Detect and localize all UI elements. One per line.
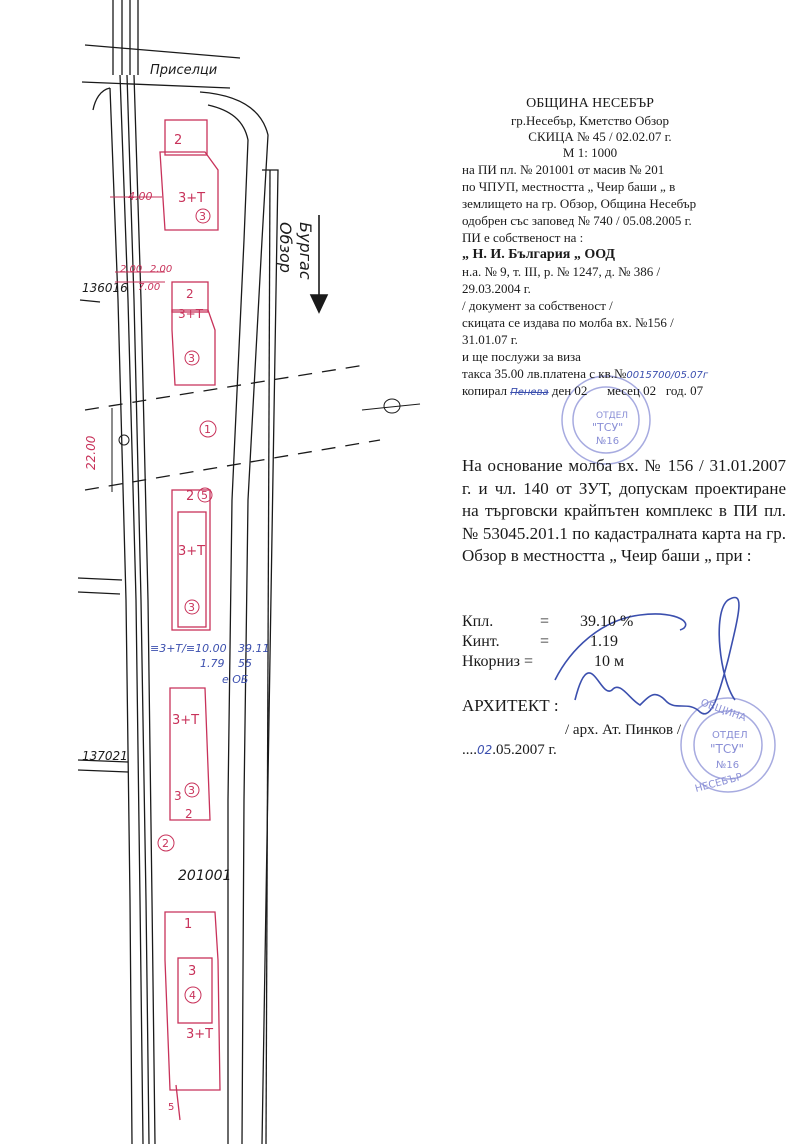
blue-dim-5: е ОБ <box>222 673 249 686</box>
blue-dim-2: 39.11 <box>238 642 270 655</box>
kint-value: 1.19 <box>590 633 618 650</box>
stamp-1-line2: "ТСУ" <box>592 421 624 434</box>
stamp-2-line1: ОТДЕЛ <box>712 730 748 741</box>
year-label: год. 07 <box>665 383 704 398</box>
copy-line <box>462 383 703 401</box>
purpose-line: и ще послужи за виза <box>462 349 581 364</box>
hk-value: 10 м <box>594 653 625 670</box>
detail-line-5: ПИ е собственост на : <box>462 230 584 245</box>
village-label: Приселци <box>150 63 218 78</box>
owner-name: „ Н. И. България „ ООД <box>462 247 616 262</box>
dim-c: 7.00 <box>138 282 161 293</box>
stamp-ring-top: ОБЩИНА <box>698 697 748 725</box>
month-label: месец 02 <box>606 383 657 398</box>
fee-receipt: 0015700/05.07г <box>626 370 709 381</box>
deed-line-2: 29.03.2004 г. <box>462 281 531 296</box>
date-day: 02 <box>477 743 493 757</box>
copy-name: Пенева <box>510 387 549 398</box>
bld-3-num: 2 <box>186 489 195 504</box>
copy-label: копирал <box>462 383 507 398</box>
kpl-label: Кпл. <box>462 613 494 630</box>
bld-1-num: 2 <box>174 133 183 148</box>
date-rest: .05.2007 г. <box>492 742 557 758</box>
dim-top: 4.00 <box>128 190 153 203</box>
architect-label: АРХИТЕКТ : <box>462 696 559 715</box>
bld-5-num-b: 3 <box>188 964 197 979</box>
detail-line-1: на ПИ пл. № 201001 от масив № 201 <box>462 162 665 177</box>
bld-4-num-a: 3 <box>174 789 182 803</box>
detail-line-4: одобрен със заповед № 740 / 05.08.2005 г. <box>462 213 692 228</box>
direction-bottom-label: Обзор <box>276 222 295 273</box>
parcel-label-137021: 137021 <box>82 749 128 763</box>
kint-eq: = <box>540 633 550 650</box>
parcel-label-main: 201001 <box>178 868 232 884</box>
scale-line: М 1: 1000 <box>562 145 618 160</box>
dim-b: 2.00 <box>150 264 173 275</box>
kpl-eq: = <box>540 613 550 630</box>
stamp-1-line3: №16 <box>596 436 620 447</box>
bld-5-num-a: 1 <box>184 917 193 932</box>
document-note: / документ за собственост / <box>462 298 613 313</box>
fee-line <box>462 366 708 384</box>
parcel-label-136016: 136016 <box>82 281 128 295</box>
detail-line-2: по ЧПУП, местността „ Чеир баши „ в <box>462 179 676 194</box>
sketch-number: СКИЦА № 45 / 02.02.07 г. <box>528 129 672 144</box>
deed-line-1: н.а. № 9, т. ІІІ, р. № 1247, д. № 386 / <box>462 264 661 279</box>
stamp-ring-bottom: НЕСЕБЪР <box>693 771 744 795</box>
circle-2: 2 <box>162 837 169 850</box>
blue-dim-3: 1.79 <box>200 657 225 670</box>
bld-1-floors: 3+Т <box>178 191 206 206</box>
stamp-2-line3: №16 <box>716 760 740 771</box>
office-line: гр.Несебър, Кметство Обзор <box>510 113 670 128</box>
road-dimension: 22.00 <box>84 435 98 470</box>
day-label: ден 02 <box>551 383 588 398</box>
architect-name: / арх. Ат. Пинков / <box>565 722 682 738</box>
bld-5-floors: 3+Т <box>186 1027 214 1042</box>
zone-id: 1 <box>204 423 211 436</box>
bld-2-num: 2 <box>186 287 194 301</box>
kint-label: Кинт. <box>462 633 500 650</box>
request-line-1: скицата се издава по молба вх. №156 / <box>462 315 674 330</box>
stamp-2-line2: "ТСУ" <box>710 742 745 756</box>
direction-top-label: Бургас <box>296 222 315 280</box>
hk-label: Нкорниз = <box>462 653 533 670</box>
bld-3-id: 3 <box>188 601 195 614</box>
dashed-street <box>85 365 380 490</box>
bld-1-id: 3 <box>199 210 206 223</box>
signature-date <box>462 740 557 760</box>
blue-dim-1: ≡3+Т/≡10.00 <box>150 642 227 655</box>
detail-line-3: землището на гр. Обзор, Община Несебър <box>462 196 697 211</box>
kpl-value: 39.10 % <box>580 613 634 630</box>
bld-4-floors: 3+Т <box>172 713 200 728</box>
bld-4-num-b: 2 <box>185 807 193 821</box>
bottom-dim: 5 <box>168 1102 175 1113</box>
municipality-title: ОБЩИНА НЕСЕБЪР <box>526 96 654 111</box>
dim-a: 2.00 <box>120 264 143 275</box>
bld-2-floors: 3+Т <box>178 307 204 321</box>
bld-3-circle: 5 <box>201 489 208 502</box>
bld-2-id: 3 <box>188 352 195 365</box>
bld-5-id: 4 <box>189 989 196 1002</box>
bld-4-id: 3 <box>188 784 195 797</box>
approval-text: На основание молба вх. № 156 / 31.01.2007 г. и чл. 140 от ЗУТ, допускам проектиране на търговски крайпътен комплекс в ПИ пл. № 53045.201.1 по кадастралната карта на гр. Обзор в местността „ Чеир баши „ при : <box>462 456 786 565</box>
request-line-2: 31.01.07 г. <box>462 332 518 347</box>
fee-label: такса 35.00 лв.платена с кв.№ <box>462 366 627 381</box>
date-prefix: .... <box>462 742 477 758</box>
stamp-1-line1: ОТДЕЛ <box>596 411 629 421</box>
bld-3-floors: 3+Т <box>178 544 206 559</box>
blue-dim-4: 55 <box>238 657 252 670</box>
